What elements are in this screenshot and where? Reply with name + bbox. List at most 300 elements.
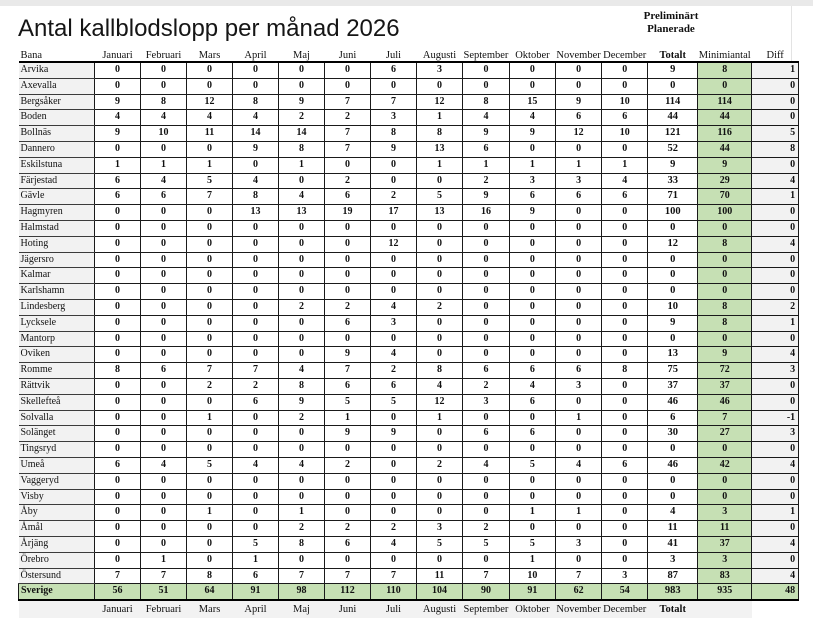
month-value-cell: 9 (279, 394, 325, 410)
month-value-cell: 6 (509, 363, 555, 379)
minimiantal-total-cell: 935 (698, 584, 752, 600)
totalt-cell: 44 (648, 110, 698, 126)
month-value-cell: 0 (95, 220, 141, 236)
table-row (19, 363, 799, 379)
month-value-cell: 6 (555, 189, 601, 205)
month-value-cell: 4 (279, 363, 325, 379)
month-value-cell: 0 (555, 284, 601, 300)
month-value-cell: 1 (187, 157, 233, 173)
diff-cell: 0 (752, 489, 799, 505)
month-value-cell: 0 (325, 505, 371, 521)
diff-cell: 0 (752, 268, 799, 284)
bana-cell: Rättvik (19, 378, 95, 394)
bana-cell: Boden (19, 110, 95, 126)
month-value-cell: 0 (279, 252, 325, 268)
month-value-cell: 0 (417, 426, 463, 442)
month-value-cell: 0 (233, 220, 279, 236)
month-value-cell: 0 (602, 205, 648, 221)
month-value-cell: 0 (555, 236, 601, 252)
month-value-cell: 7 (325, 126, 371, 142)
month-value-cell: 0 (141, 252, 187, 268)
month-value-cell: 0 (95, 378, 141, 394)
month-value-cell: 2 (187, 378, 233, 394)
header-row (19, 44, 799, 62)
month-value-cell: 0 (95, 552, 141, 568)
month-value-cell: 0 (509, 473, 555, 489)
month-value-cell: 3 (509, 173, 555, 189)
minimiantal-cell: 0 (698, 252, 752, 268)
month-value-cell: 6 (602, 457, 648, 473)
diff-cell: 0 (752, 378, 799, 394)
month-value-cell: 2 (279, 299, 325, 315)
month-value-cell: 0 (555, 252, 601, 268)
month-value-cell: 2 (279, 410, 325, 426)
diff-cell: 0 (752, 157, 799, 173)
month-value-cell: 0 (555, 331, 601, 347)
column-header-month: September (463, 50, 509, 61)
month-value-cell: 0 (141, 394, 187, 410)
month-value-cell: 0 (95, 426, 141, 442)
month-value-cell: 12 (417, 394, 463, 410)
month-value-cell: 2 (463, 173, 510, 189)
month-value-cell: 7 (325, 94, 371, 110)
month-value-cell: 9 (279, 94, 325, 110)
month-value-cell: 0 (463, 252, 510, 268)
month-value-cell: 0 (95, 315, 141, 331)
column-header-month: April (244, 50, 267, 61)
month-value-cell: 0 (463, 473, 510, 489)
month-value-cell: 5 (509, 536, 555, 552)
diff-cell: 0 (752, 220, 799, 236)
footer-month-label: November (555, 600, 601, 618)
month-value-cell: 0 (141, 378, 187, 394)
month-value-cell: 0 (602, 378, 648, 394)
month-value-cell: 3 (463, 394, 510, 410)
month-value-cell: 0 (463, 489, 510, 505)
month-value-cell: 0 (187, 141, 233, 157)
month-value-cell: 6 (371, 378, 417, 394)
totalt-cell: 52 (648, 141, 698, 157)
month-value-cell: 4 (141, 110, 187, 126)
footer-month-label: September (463, 600, 510, 618)
month-value-cell: 4 (602, 173, 648, 189)
month-value-cell: 7 (463, 568, 510, 584)
minimiantal-cell: 29 (698, 173, 752, 189)
month-value-cell: 4 (509, 110, 555, 126)
column-header-totalt: Totalt (659, 50, 686, 61)
month-value-cell: 0 (141, 489, 187, 505)
month-total-cell: 56 (95, 584, 141, 600)
page-top-margin (0, 0, 813, 6)
bana-cell: Romme (19, 363, 95, 379)
month-value-cell: 0 (509, 252, 555, 268)
month-value-cell: 0 (602, 536, 648, 552)
month-value-cell: 0 (279, 268, 325, 284)
month-value-cell: 8 (417, 363, 463, 379)
month-value-cell: 0 (463, 236, 510, 252)
month-value-cell: 2 (279, 110, 325, 126)
table-row (19, 473, 799, 489)
month-total-cell: 54 (602, 584, 648, 600)
month-value-cell: 4 (95, 110, 141, 126)
month-value-cell: 5 (187, 173, 233, 189)
totalt-cell: 0 (648, 78, 698, 94)
totalt-cell: 75 (648, 363, 698, 379)
minimiantal-cell: 0 (698, 284, 752, 300)
month-value-cell: 0 (233, 489, 279, 505)
month-value-cell: 0 (187, 252, 233, 268)
month-value-cell: 0 (141, 236, 187, 252)
diff-cell: 1 (752, 505, 799, 521)
minimiantal-cell: 8 (698, 236, 752, 252)
month-value-cell: 0 (95, 78, 141, 94)
month-value-cell: 0 (187, 284, 233, 300)
month-value-cell: 0 (95, 141, 141, 157)
month-value-cell: 2 (463, 521, 510, 537)
month-value-cell: 0 (141, 347, 187, 363)
month-value-cell: 0 (602, 347, 648, 363)
diff-cell: 0 (752, 442, 799, 458)
month-value-cell: 6 (141, 189, 187, 205)
bana-cell: Eskilstuna (19, 157, 95, 173)
month-value-cell: 7 (233, 363, 279, 379)
month-value-cell: 0 (555, 78, 601, 94)
month-value-cell: 3 (371, 315, 417, 331)
table-row (19, 94, 799, 110)
bana-cell: Kalmar (19, 268, 95, 284)
month-value-cell: 0 (509, 141, 555, 157)
totalt-cell: 0 (648, 442, 698, 458)
footer-bana-spacer (19, 600, 95, 618)
diff-cell: 0 (752, 521, 799, 537)
month-value-cell: 9 (95, 94, 141, 110)
month-value-cell: 0 (555, 552, 601, 568)
month-value-cell: 0 (602, 552, 648, 568)
month-value-cell: 2 (371, 189, 417, 205)
column-header-month: Augusti (422, 50, 457, 61)
month-value-cell: 12 (187, 94, 233, 110)
minimiantal-cell: 0 (698, 268, 752, 284)
month-value-cell: 13 (233, 205, 279, 221)
bana-cell: Lindesberg (19, 299, 95, 315)
bana-cell: Mantorp (19, 331, 95, 347)
totalt-cell: 0 (648, 489, 698, 505)
month-value-cell: 6 (555, 363, 601, 379)
totalt-cell: 71 (648, 189, 698, 205)
month-value-cell: 6 (95, 173, 141, 189)
month-value-cell: 10 (602, 126, 648, 142)
month-value-cell: 0 (187, 220, 233, 236)
month-value-cell: 6 (509, 394, 555, 410)
month-value-cell: 0 (463, 410, 510, 426)
diff-cell: 4 (752, 347, 799, 363)
month-value-cell: 0 (602, 220, 648, 236)
month-total-cell: 104 (417, 584, 463, 600)
month-value-cell: 5 (233, 536, 279, 552)
month-value-cell: 6 (463, 426, 510, 442)
bana-cell: Tingsryd (19, 442, 95, 458)
month-value-cell: 7 (371, 94, 417, 110)
month-value-cell: 6 (325, 536, 371, 552)
minimiantal-cell: 27 (698, 426, 752, 442)
month-value-cell: 8 (233, 94, 279, 110)
bana-cell: Hagmyren (19, 205, 95, 221)
minimiantal-cell: 3 (698, 505, 752, 521)
table-row (19, 347, 799, 363)
totalt-cell: 0 (648, 252, 698, 268)
month-value-cell: 0 (187, 394, 233, 410)
month-value-cell: 0 (187, 442, 233, 458)
month-value-cell: 0 (187, 205, 233, 221)
month-value-cell: 0 (555, 489, 601, 505)
month-value-cell: 5 (417, 189, 463, 205)
footer-month-label: Februari (141, 600, 187, 618)
month-value-cell: 0 (509, 284, 555, 300)
month-value-cell: 0 (555, 299, 601, 315)
month-value-cell: 0 (141, 299, 187, 315)
month-value-cell: 1 (187, 410, 233, 426)
month-value-cell: 0 (187, 489, 233, 505)
month-value-cell: 0 (371, 268, 417, 284)
diff-cell: 5 (752, 126, 799, 142)
month-value-cell: 0 (602, 426, 648, 442)
diff-cell: 0 (752, 205, 799, 221)
month-value-cell: 9 (463, 189, 510, 205)
month-value-cell: 6 (463, 363, 510, 379)
month-value-cell: 19 (325, 205, 371, 221)
month-value-cell: 3 (602, 568, 648, 584)
month-value-cell: 0 (279, 220, 325, 236)
month-value-cell: 2 (325, 457, 371, 473)
month-value-cell: 0 (233, 268, 279, 284)
month-value-cell: 0 (233, 473, 279, 489)
month-value-cell: 0 (602, 394, 648, 410)
month-value-cell: 0 (417, 442, 463, 458)
month-value-cell: 0 (371, 552, 417, 568)
month-value-cell: 0 (325, 220, 371, 236)
month-total-cell: 110 (371, 584, 417, 600)
month-value-cell: 0 (371, 284, 417, 300)
totalt-cell: 0 (648, 284, 698, 300)
bana-cell: Åmål (19, 521, 95, 537)
month-value-cell: 0 (325, 157, 371, 173)
minimiantal-cell: 42 (698, 457, 752, 473)
month-value-cell: 0 (233, 299, 279, 315)
month-value-cell: 9 (371, 141, 417, 157)
month-value-cell: 7 (371, 568, 417, 584)
month-value-cell: 8 (279, 141, 325, 157)
table-row (19, 426, 799, 442)
bana-cell: Arvika (19, 62, 95, 78)
month-value-cell: 8 (279, 378, 325, 394)
diff-cell: 4 (752, 457, 799, 473)
month-value-cell: 0 (602, 141, 648, 157)
diff-cell: 4 (752, 536, 799, 552)
month-value-cell: 4 (141, 457, 187, 473)
month-value-cell: 4 (417, 378, 463, 394)
bana-cell: Solänget (19, 426, 95, 442)
month-value-cell: 0 (417, 220, 463, 236)
month-value-cell: 0 (371, 157, 417, 173)
minimiantal-cell: 37 (698, 536, 752, 552)
month-value-cell: 0 (602, 489, 648, 505)
totalt-grand-cell: 983 (648, 584, 698, 600)
preliminary-planned-label (621, 10, 721, 36)
month-value-cell: 5 (463, 536, 510, 552)
month-value-cell: 2 (233, 378, 279, 394)
month-value-cell: 6 (325, 378, 371, 394)
month-value-cell: 0 (233, 157, 279, 173)
footer-month-label: Juli (371, 600, 417, 618)
minimiantal-cell: 0 (698, 473, 752, 489)
month-value-cell: 0 (417, 78, 463, 94)
month-value-cell: 5 (371, 394, 417, 410)
minimiantal-cell: 72 (698, 363, 752, 379)
month-value-cell: 7 (95, 568, 141, 584)
month-total-cell: 112 (325, 584, 371, 600)
footer-month-label: Maj (279, 600, 325, 618)
diff-cell: 3 (752, 426, 799, 442)
month-value-cell: 1 (325, 410, 371, 426)
month-value-cell: 7 (555, 568, 601, 584)
month-value-cell: 0 (602, 268, 648, 284)
month-value-cell: 9 (509, 205, 555, 221)
month-value-cell: 4 (141, 173, 187, 189)
month-value-cell: 1 (187, 505, 233, 521)
month-value-cell: 1 (141, 552, 187, 568)
month-value-cell: 0 (371, 442, 417, 458)
month-value-cell: 0 (141, 473, 187, 489)
month-value-cell: 0 (325, 236, 371, 252)
month-value-cell: 0 (141, 331, 187, 347)
table-row (19, 78, 799, 94)
month-value-cell: 0 (325, 268, 371, 284)
month-value-cell: 13 (279, 205, 325, 221)
month-value-cell: 9 (325, 426, 371, 442)
table-row (19, 284, 799, 300)
month-value-cell: 4 (233, 173, 279, 189)
month-value-cell: 0 (141, 315, 187, 331)
month-value-cell: 0 (509, 299, 555, 315)
month-value-cell: 1 (463, 157, 510, 173)
month-value-cell: 16 (463, 205, 510, 221)
month-value-cell: 0 (325, 62, 371, 78)
month-value-cell: 0 (279, 315, 325, 331)
diff-cell: 2 (752, 299, 799, 315)
diff-cell: 1 (752, 315, 799, 331)
month-value-cell: 0 (417, 473, 463, 489)
month-value-cell: 0 (371, 173, 417, 189)
month-value-cell: 0 (463, 62, 510, 78)
diff-cell: 0 (752, 331, 799, 347)
month-value-cell: 1 (233, 552, 279, 568)
totalt-cell: 0 (648, 331, 698, 347)
diff-cell: 8 (752, 141, 799, 157)
month-value-cell: 0 (141, 426, 187, 442)
month-value-cell: 4 (371, 347, 417, 363)
minimiantal-cell: 0 (698, 220, 752, 236)
month-value-cell: 0 (602, 236, 648, 252)
table-row (19, 189, 799, 205)
month-value-cell: 0 (371, 78, 417, 94)
minimiantal-cell: 0 (698, 489, 752, 505)
footer-diff-spacer (752, 600, 799, 618)
month-value-cell: 0 (555, 473, 601, 489)
month-value-cell: 0 (233, 62, 279, 78)
totalt-cell: 30 (648, 426, 698, 442)
minimiantal-cell: 46 (698, 394, 752, 410)
month-value-cell: 6 (602, 189, 648, 205)
table-row (19, 331, 799, 347)
bana-cell: Lycksele (19, 315, 95, 331)
month-value-cell: 12 (555, 126, 601, 142)
bana-cell: Bergsåker (19, 94, 95, 110)
table-row (19, 378, 799, 394)
month-value-cell: 0 (463, 552, 510, 568)
month-value-cell: 6 (95, 457, 141, 473)
month-value-cell: 4 (279, 189, 325, 205)
column-header-month: Januari (102, 50, 133, 61)
footer-label-row (19, 600, 799, 618)
month-value-cell: 2 (463, 378, 510, 394)
month-total-cell: 62 (555, 584, 601, 600)
month-value-cell: 0 (95, 473, 141, 489)
month-value-cell: 0 (417, 315, 463, 331)
month-value-cell: 0 (95, 505, 141, 521)
total-row-sverige (19, 584, 799, 600)
minimiantal-cell: 100 (698, 205, 752, 221)
table-row (19, 568, 799, 584)
month-value-cell: 4 (371, 299, 417, 315)
month-value-cell: 0 (371, 331, 417, 347)
totalt-cell: 114 (648, 94, 698, 110)
month-value-cell: 0 (279, 236, 325, 252)
month-value-cell: 9 (233, 141, 279, 157)
minimiantal-cell: 116 (698, 126, 752, 142)
month-value-cell: 0 (602, 505, 648, 521)
month-value-cell: 1 (509, 505, 555, 521)
month-value-cell: 0 (141, 268, 187, 284)
month-value-cell: 0 (187, 236, 233, 252)
month-value-cell: 10 (509, 568, 555, 584)
minimiantal-cell: 0 (698, 442, 752, 458)
month-value-cell: 6 (509, 189, 555, 205)
month-value-cell: 12 (371, 236, 417, 252)
bana-cell: Färjestad (19, 173, 95, 189)
month-value-cell: 0 (233, 331, 279, 347)
month-value-cell: 3 (555, 536, 601, 552)
month-value-cell: 3 (371, 110, 417, 126)
month-value-cell: 9 (371, 426, 417, 442)
minimiantal-cell: 70 (698, 189, 752, 205)
footer-month-label: Mars (187, 600, 233, 618)
month-value-cell: 8 (187, 568, 233, 584)
month-value-cell: 4 (463, 110, 510, 126)
month-value-cell: 1 (279, 157, 325, 173)
month-value-cell: 0 (463, 331, 510, 347)
totalt-cell: 121 (648, 126, 698, 142)
bana-cell: Dannero (19, 141, 95, 157)
month-value-cell: 0 (509, 442, 555, 458)
footer-month-label: Oktober (509, 600, 555, 618)
month-value-cell: 10 (141, 126, 187, 142)
month-value-cell: 7 (187, 363, 233, 379)
month-value-cell: 9 (325, 347, 371, 363)
month-value-cell: 0 (371, 252, 417, 268)
table-row (19, 62, 799, 78)
month-value-cell: 4 (463, 457, 510, 473)
month-value-cell: 1 (602, 157, 648, 173)
